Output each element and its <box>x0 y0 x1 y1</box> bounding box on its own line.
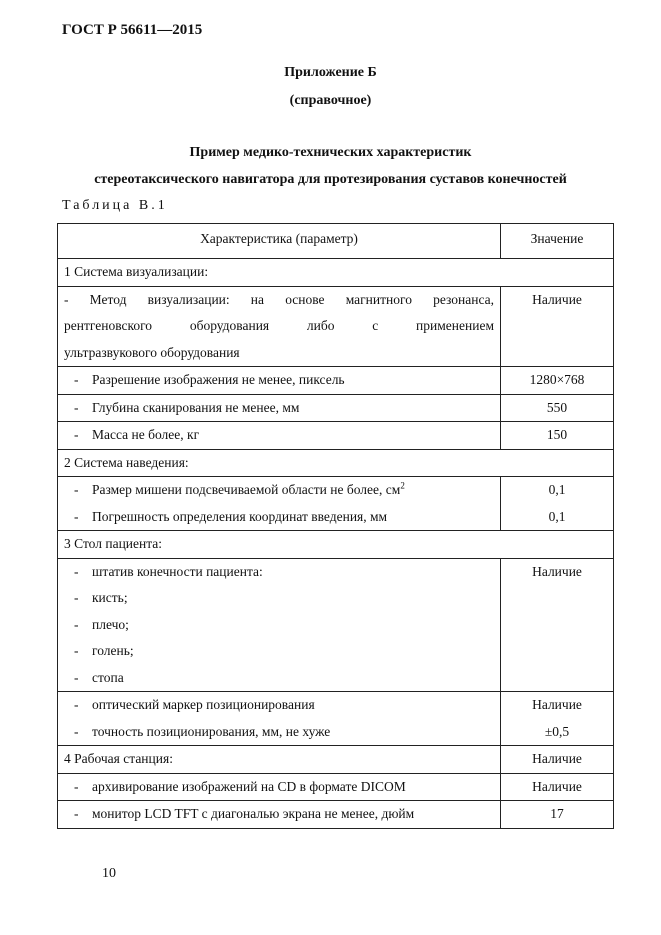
dash: - <box>74 778 79 794</box>
table-row <box>58 801 614 829</box>
table-row <box>58 422 614 450</box>
document-header: ГОСТ Р 56611—2015 <box>62 22 203 38</box>
param-text: голень; <box>92 643 134 658</box>
characteristics-table <box>57 223 614 829</box>
value-cell: 150 <box>501 422 614 450</box>
param-cell <box>58 558 501 692</box>
param-text: штатив конечности пациента: <box>92 563 263 579</box>
dash: - <box>74 806 79 821</box>
heading-line1: Пример медико-технических характеристик <box>189 145 472 160</box>
value-text: Наличие <box>532 697 582 712</box>
section-title: 3 Стол пациента: <box>58 531 614 559</box>
param-text: Масса не более, кг <box>92 427 200 442</box>
page-number: 10 <box>102 866 116 881</box>
param-text: - Метод визуализации: на основе магнитного резонанса, <box>64 291 494 307</box>
heading-line2: стереотаксического навигатора для протезирования суставов конечностей <box>94 172 567 187</box>
table-row <box>58 692 614 746</box>
value-cell: 17 <box>501 801 614 829</box>
param-text: стопа <box>92 669 124 685</box>
param-text: кисть; <box>92 590 128 605</box>
value-text: 0,1 <box>548 508 566 524</box>
dash: - <box>74 697 79 712</box>
appendix-title: Приложение Б <box>284 65 377 80</box>
value-text: 0,1 <box>548 482 566 497</box>
value-cell: 550 <box>501 394 614 422</box>
col-header-param: Характеристика (параметр) <box>58 224 501 259</box>
param-text: плечо; <box>92 616 129 632</box>
param-text: оптический маркер позиционирования <box>92 697 315 712</box>
value-cell: Наличие <box>501 286 614 367</box>
table-row <box>58 773 614 801</box>
col-header-value: Значение <box>501 224 614 259</box>
appendix-type: (справочное) <box>289 93 372 108</box>
param-cell <box>58 773 501 801</box>
param-cell <box>58 422 501 450</box>
section-row <box>58 449 614 477</box>
section-row <box>58 746 614 774</box>
section-title: 2 Система наведения: <box>58 449 614 477</box>
superscript: 2 <box>400 480 405 491</box>
param-cell <box>58 477 501 531</box>
param-text: монитор LCD TFT с диагональю экрана не менее, дюйм <box>92 806 415 821</box>
dash: - <box>74 563 79 579</box>
dash: - <box>74 590 79 605</box>
value-text: ±0,5 <box>544 723 570 739</box>
section-title: 4 Рабочая станция: <box>58 746 501 774</box>
param-text: Глубина сканирования не менее, мм <box>92 399 300 415</box>
dash: - <box>74 482 79 497</box>
dash: - <box>74 399 79 415</box>
dash: - <box>74 723 79 739</box>
table-row <box>58 558 614 692</box>
param-text: архивирование изображений на CD в формате DICOM <box>92 778 406 794</box>
table-caption: Таблица В.1 <box>62 198 168 213</box>
table-row <box>58 477 614 531</box>
dash: - <box>74 372 79 387</box>
value-cell: 1280×768 <box>501 367 614 395</box>
dash: - <box>74 616 79 632</box>
table-row <box>58 286 614 367</box>
table-row <box>58 394 614 422</box>
param-cell <box>58 801 501 829</box>
param-text: рентгеновского оборудования либо с применением <box>64 318 494 333</box>
dash: - <box>74 427 79 442</box>
section-title: 1 Система визуализации: <box>58 259 614 287</box>
dash: - <box>74 643 79 658</box>
param-text: точность позиционирования, мм, не хуже <box>92 723 331 739</box>
param-cell <box>58 367 501 395</box>
param-cell <box>58 286 501 367</box>
param-text: Размер мишени подсвечиваемой области не более, см <box>92 482 401 497</box>
value-cell: Наличие <box>501 558 614 692</box>
value-cell: Наличие <box>501 773 614 801</box>
param-cell <box>58 692 501 746</box>
table-row <box>58 367 614 395</box>
section-row <box>58 531 614 559</box>
param-text: ультразвукового оборудования <box>64 344 240 360</box>
param-cell <box>58 394 501 422</box>
param-text: Погрешность определения координат введения, мм <box>92 508 388 524</box>
value-cell: Наличие <box>501 746 614 774</box>
value-cell <box>501 692 614 746</box>
dash: - <box>74 669 79 685</box>
table-header-row <box>58 224 614 259</box>
section-row <box>58 259 614 287</box>
param-text: Разрешение изображения не менее, пиксель <box>92 372 345 387</box>
value-cell <box>501 477 614 531</box>
dash: - <box>74 508 79 524</box>
